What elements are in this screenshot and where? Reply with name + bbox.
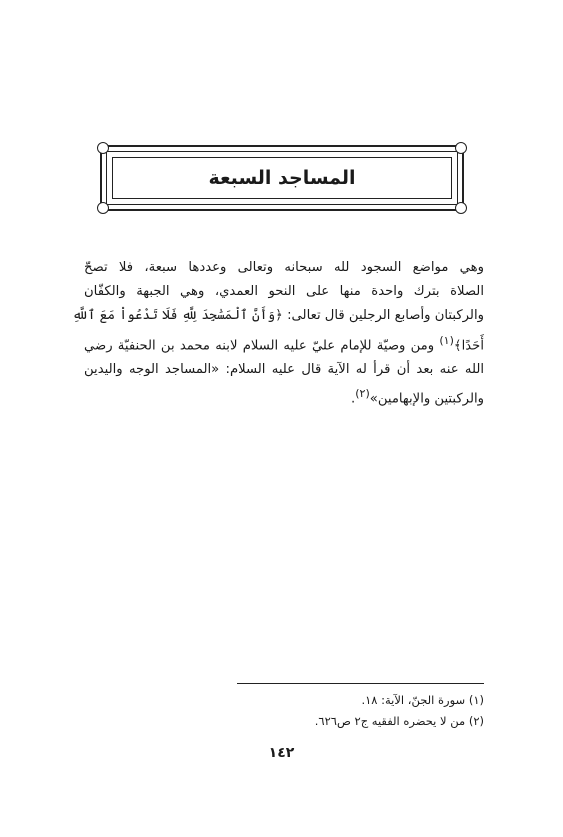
page-number: ١٤٢ — [268, 745, 295, 761]
body-line: الصلاة بترك واحدة منها على النحو العمدي، وهي الجبهة والكفّان — [84, 284, 484, 300]
footnote: (٢) من لا يحضره الفقيه ج٢ ص٦٢٦. — [314, 714, 484, 728]
footnote-ref: (١) — [439, 333, 454, 347]
body-line — [72, 304, 484, 328]
frame-corner-ornament — [97, 142, 109, 154]
footnotes — [237, 690, 484, 732]
body-line: الله عنه بعد أن قرأ له الآية قال عليه السلام: «المساجد الوجه واليدين — [84, 362, 484, 378]
body-line: وهي مواضع السجود لله سبحانه وتعالى وعددها سبعة، فلا تصحّ — [84, 260, 484, 275]
footnote: (١) سورة الجنّ، الآية: ١٨. — [361, 693, 484, 707]
frame-corner-ornament — [455, 142, 467, 154]
frame-corner-ornament — [455, 202, 467, 214]
body-text-segment: والركبتان وأصابع الرجلين قال تعالى: — [282, 308, 484, 324]
body-text-segment: . — [351, 391, 356, 407]
chapter-title: المساجد السبعة — [208, 167, 356, 189]
body-line — [84, 329, 484, 359]
frame-corner-ornament — [97, 202, 109, 214]
footnote-ref: (٢) — [355, 387, 370, 401]
quran-verse: أَحَدًا﴾ — [453, 338, 484, 353]
footnote-separator — [237, 683, 484, 684]
title-frame — [100, 145, 464, 211]
body-text-segment: والركبتين والإبهامين» — [369, 391, 484, 407]
body-text-segment: ومن وصيّة للإمام عليّ عليه السلام لابنه محمد بن الحنفيّة رضي — [84, 338, 440, 353]
quran-verse: ﴿وَأَنَّ ٱلْمَسَٰجِدَ لِلَّهِ فَلَا تَدْعُواْ مَعَ ٱللَّهِ — [72, 308, 283, 324]
body-paragraph — [72, 256, 484, 412]
body-line — [84, 382, 484, 412]
